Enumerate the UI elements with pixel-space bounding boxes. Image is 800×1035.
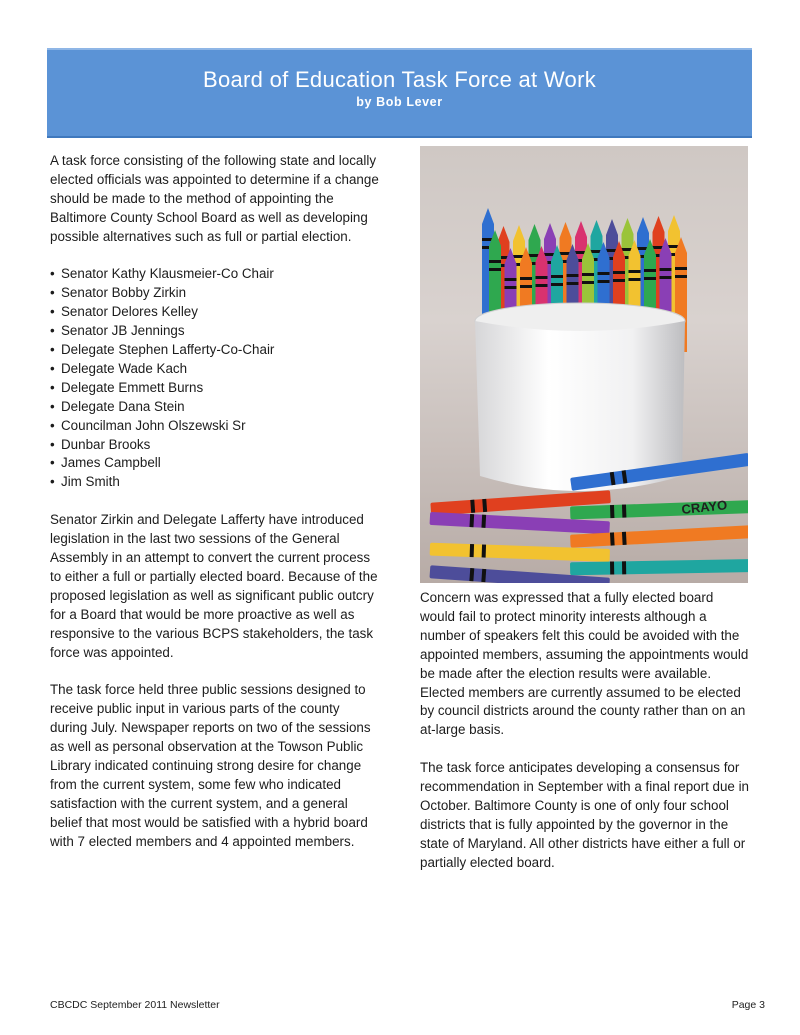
paragraph-spacer	[50, 247, 380, 266]
paragraph-spacer	[420, 740, 750, 759]
newsletter-name: CBCDC September 2011 Newsletter	[50, 999, 220, 1011]
list-item: • Senator Bobby Zirkin	[50, 284, 380, 303]
intro-paragraph: A task force consisting of the following state and locally elected officials was appointed to determine if a change should be made to the method of appointing the Baltimore County School Board as well as developing possible alternatives such as full or partial election.	[50, 153, 379, 244]
white-cup	[475, 321, 685, 491]
crayon	[570, 559, 748, 575]
left-column	[50, 152, 380, 851]
title-banner	[47, 48, 752, 138]
list-item: • Delegate Stephen Lafferty-Co-Chair	[50, 341, 380, 360]
list-item: • Councilman John Olszewski Sr	[50, 417, 380, 436]
paragraph-spacer	[50, 492, 380, 511]
list-item: • Dunbar Brooks	[50, 436, 380, 455]
list-item: • Jim Smith	[50, 473, 380, 492]
list-item: • Senator JB Jennings	[50, 322, 380, 341]
consensus-paragraph: The task force anticipates developing a consensus for recommendation in September with a final report due in October. Baltimore County is one of only four school districts that is fully appointed by the governor in the state of Maryland. All other districts have either a full or partially elected board.	[420, 760, 749, 870]
paragraph-spacer	[50, 662, 380, 681]
list-item: • Delegate Emmett Burns	[50, 379, 380, 398]
task-force-member-list	[50, 265, 380, 492]
list-item: • Delegate Wade Kach	[50, 360, 380, 379]
list-item: • James Campbell	[50, 454, 380, 473]
list-item: • Senator Kathy Klausmeier-Co Chair	[50, 265, 380, 284]
list-item: • Senator Delores Kelley	[50, 303, 380, 322]
legislation-paragraph: Senator Zirkin and Delegate Lafferty have introduced legislation in the last two sessions of the General Assembly in an attempt to convert the current process to either a full or partially elected board. Because of the proposed legislation as well as significant public outcry for a Board that would be more proactive as well as responsive to the various BCPS stakeholders, the task force was appointed.	[50, 512, 378, 660]
list-item: • Delegate Dana Stein	[50, 398, 380, 417]
concern-paragraph: Concern was expressed that a fully elected board would fail to protect minority interests although a number of speakers felt this could be avoided with the appointed members, assuming the appointments would be made after the election results were available. Elected members are currently assumed to be elected by council districts around the county rather than on an at-large basis.	[420, 590, 749, 738]
crayons-photo	[420, 146, 748, 583]
public-sessions-paragraph: The task force held three public sessions designed to receive public input in various parts of the county during July. Newspaper reports on two of the sessions as well as personal observation at the Towson Public Library indicated continuing strong desire for change from the current system, some few who indicated satisfaction with the current system, and a general belief that most would be satisfied with a hybrid board with 7 elected members and 4 appointed members.	[50, 682, 371, 849]
article-byline: by Bob Lever	[356, 95, 443, 109]
crayons-illustration	[420, 146, 748, 583]
article-title: Board of Education Task Force at Work	[202, 67, 597, 92]
crayon-wrapper-text: CRAYO	[680, 497, 728, 517]
right-column	[420, 146, 750, 873]
page-number: Page 3	[731, 999, 765, 1011]
